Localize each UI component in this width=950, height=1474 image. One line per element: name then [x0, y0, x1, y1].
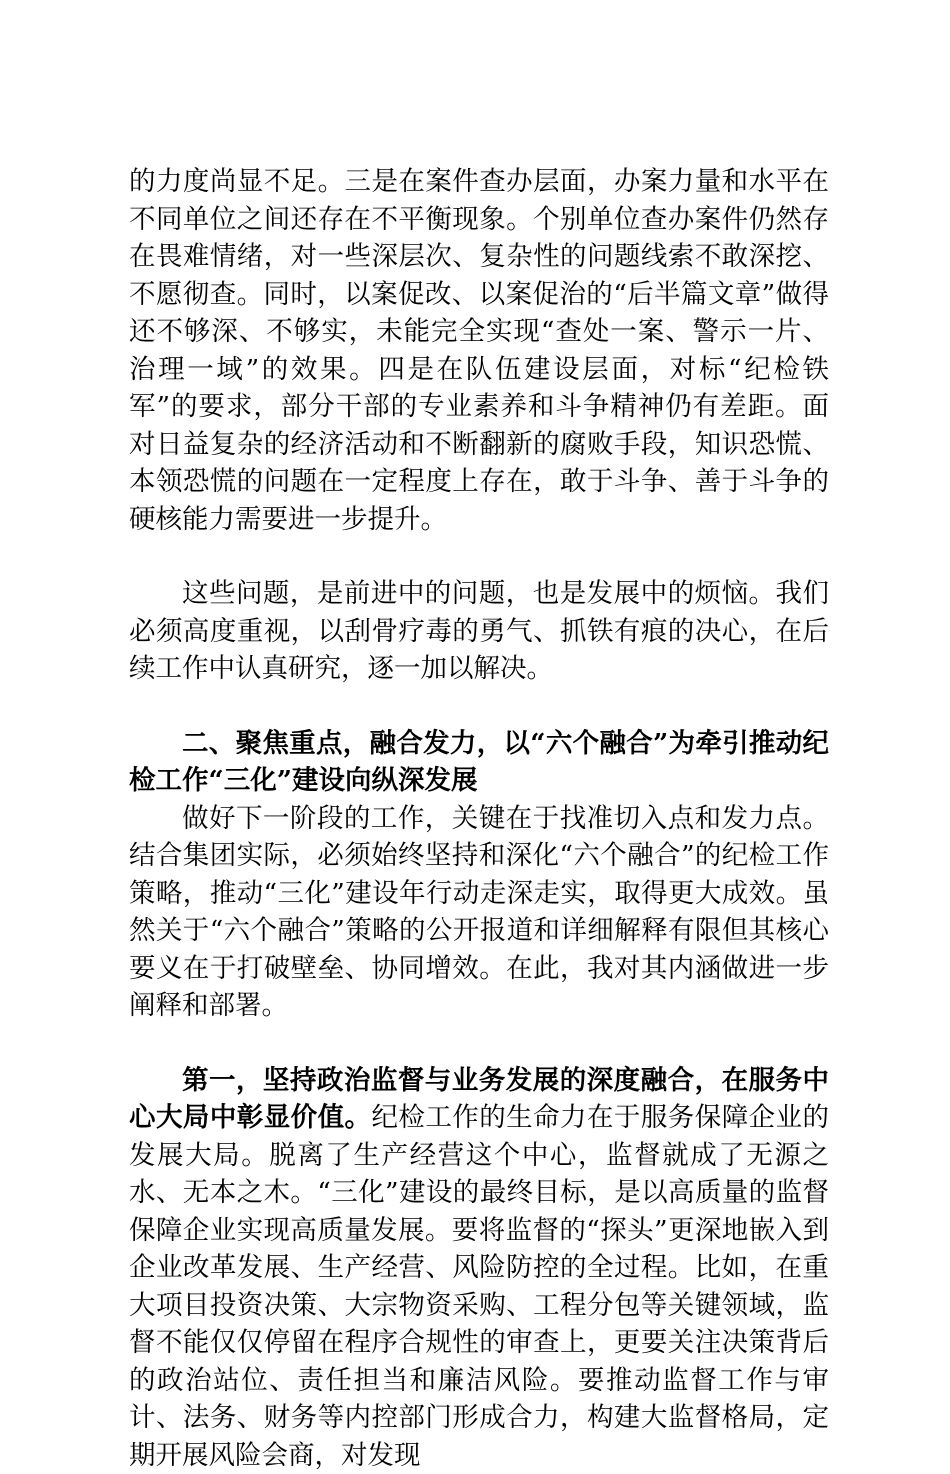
paragraph-first-point: [129, 1062, 829, 1474]
paragraph-next-stage: 做好下一阶段的工作，关键在于找准切入点和发力点。结合集团实际，必须始终坚持和深化“六个融合”的纪检工作策略，推动“三化”建设年行动走深走实，取得更大成效。虽然关于“六个融合”策略的公开报道和详细解释有限但其核心要义在于打破壁垒、协同增效。在此，我对其内涵做进一步阐释和部署。: [129, 800, 829, 1025]
paragraph-lead-bold: 第一，坚持政治监督与业务发展的深度融合，在服务中心大局中彰显价值。: [129, 1065, 829, 1134]
paragraph-body-text: 纪检工作的生命力在于服务保障企业的发展大局。脱离了生产经营这个中心，监督就成了无源之水、无本之木。“三化”建设的最终目标，是以高质量的监督保障企业实现高质量发展。要将监督的“探头”更深地嵌入到企业改革发展、生产经营、风险防控的全过程。比如，在重大项目投资决策、大宗物资采购、工程分包等关键领域，监督不能仅仅停留在程序合规性的审查上，更要关注决策背后的政治站位、责任担当和廉洁风险。要推动监督工作与审计、法务、财务等内控部门形成合力，构建大监督格局，定期开展风险会商，对发现: [129, 1102, 829, 1471]
section-heading: 二、聚焦重点，融合发力，以“六个融合”为牵引推动纪检工作“三化”建设向纵深发展: [129, 725, 829, 800]
paragraph-continuation: 的力度尚显不足。三是在案件查办层面，办案力量和水平在不同单位之间还存在不平衡现象。个别单位查办案件仍然存在畏难情绪，对一些深层次、复杂性的问题线索不敢深挖、不愿彻查。同时，以案促改、以案促治的“后半篇文章”做得还不够深、不够实，未能完全实现“查处一案、警示一片、治理一域”的效果。四是在队伍建设层面，对标“纪检铁军”的要求，部分干部的专业素养和斗争精神仍有差距。面对日益复杂的经济活动和不断翻新的腐败手段，知识恐慌、本领恐慌的问题在一定程度上存在，敢于斗争、善于斗争的硬核能力需要进一步提升。: [129, 163, 829, 538]
document-body: [129, 163, 829, 1474]
paragraph-problems-summary: 这些问题，是前进中的问题，也是发展中的烦恼。我们必须高度重视，以刮骨疗毒的勇气、抓铁有痕的决心，在后续工作中认真研究，逐一加以解决。: [129, 575, 829, 688]
